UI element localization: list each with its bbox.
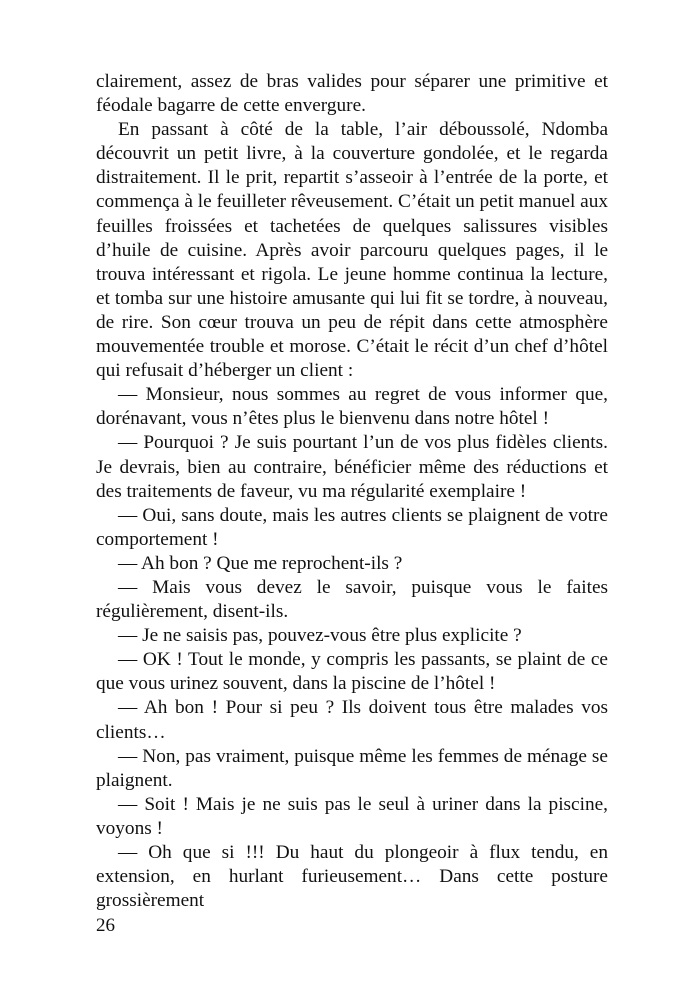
paragraph-1: clairement, assez de bras valides pour séparer une primitive et féodale bagarre de cette envergure. — [96, 71, 608, 117]
dialogue-line-10: — Soit ! Mais je ne suis pas le seul à uriner dans la piscine, voyons ! — [96, 793, 608, 839]
dialogue-line-1: — Monsieur, nous sommes au regret de vous informer que, dorénavant, vous n’êtes plus le bienvenu dans notre hôtel ! — [96, 384, 608, 430]
dialogue-line-6: — Je ne saisis pas, pouvez-vous être plus explicite ? — [118, 625, 522, 647]
dialogue-line-4: — Ah bon ? Que me reprochent-ils ? — [118, 552, 403, 574]
dialogue-line-11: — Oh que si !!! Du haut du plongeoir à flux tendu, en extension, en hurlant furieusement… Dans cette posture grossièrement — [96, 842, 608, 912]
dialogue-line-7: — OK ! Tout le monde, y compris les passants, se plaint de ce que vous urinez souvent, dans la piscine de l’hôtel ! — [96, 649, 608, 695]
dialogue-line-2: — Pourquoi ? Je suis pourtant l’un de vos plus fidèles clients. Je devrais, bien au contraire, bénéficier même des réductions et des traitements de faveur, vu ma régularité exemplaire ! — [96, 432, 608, 502]
dialogue-line-5: — Mais vous devez le savoir, puisque vous le faites régulièrement, disent-ils. — [96, 576, 608, 623]
body-text — [96, 70, 608, 913]
dialogue-line-9: — Non, pas vraiment, puisque même les femmes de ménage se plaignent. — [96, 745, 608, 791]
page-number: 26 — [96, 915, 115, 936]
dialogue-line-8: — Ah bon ! Pour si peu ? Ils doivent tous être malades vos clients… — [96, 697, 608, 743]
paragraph-2: En passant à côté de la table, l’air déboussolé, Ndomba découvrit un petit livre, à la couverture gondolée, et le regarda distraitement. Il le prit, repartit s’asseoir à l’entrée de la porte, et commença à le feuilleter rêveusement. C’était un petit manuel aux feuilles froissées et tachetées de quelques salissures visibles d’huile de cuisine. Après avoir parcouru quelques pages, il le trouva intéressant et rigola. Le jeune homme continua la lecture, et tomba sur une histoire amusante qui lui fit se tordre, à nouveau, de rire. Son cœur trouva un peu de répit dans cette atmosphère mouvementée trouble et morose. C’était le récit d’un chef d’hôtel qui refusait d’héberger un client : — [96, 119, 608, 382]
dialogue-line-3: — Oui, sans doute, mais les autres clients se plaignent de votre comportement ! — [96, 504, 608, 550]
